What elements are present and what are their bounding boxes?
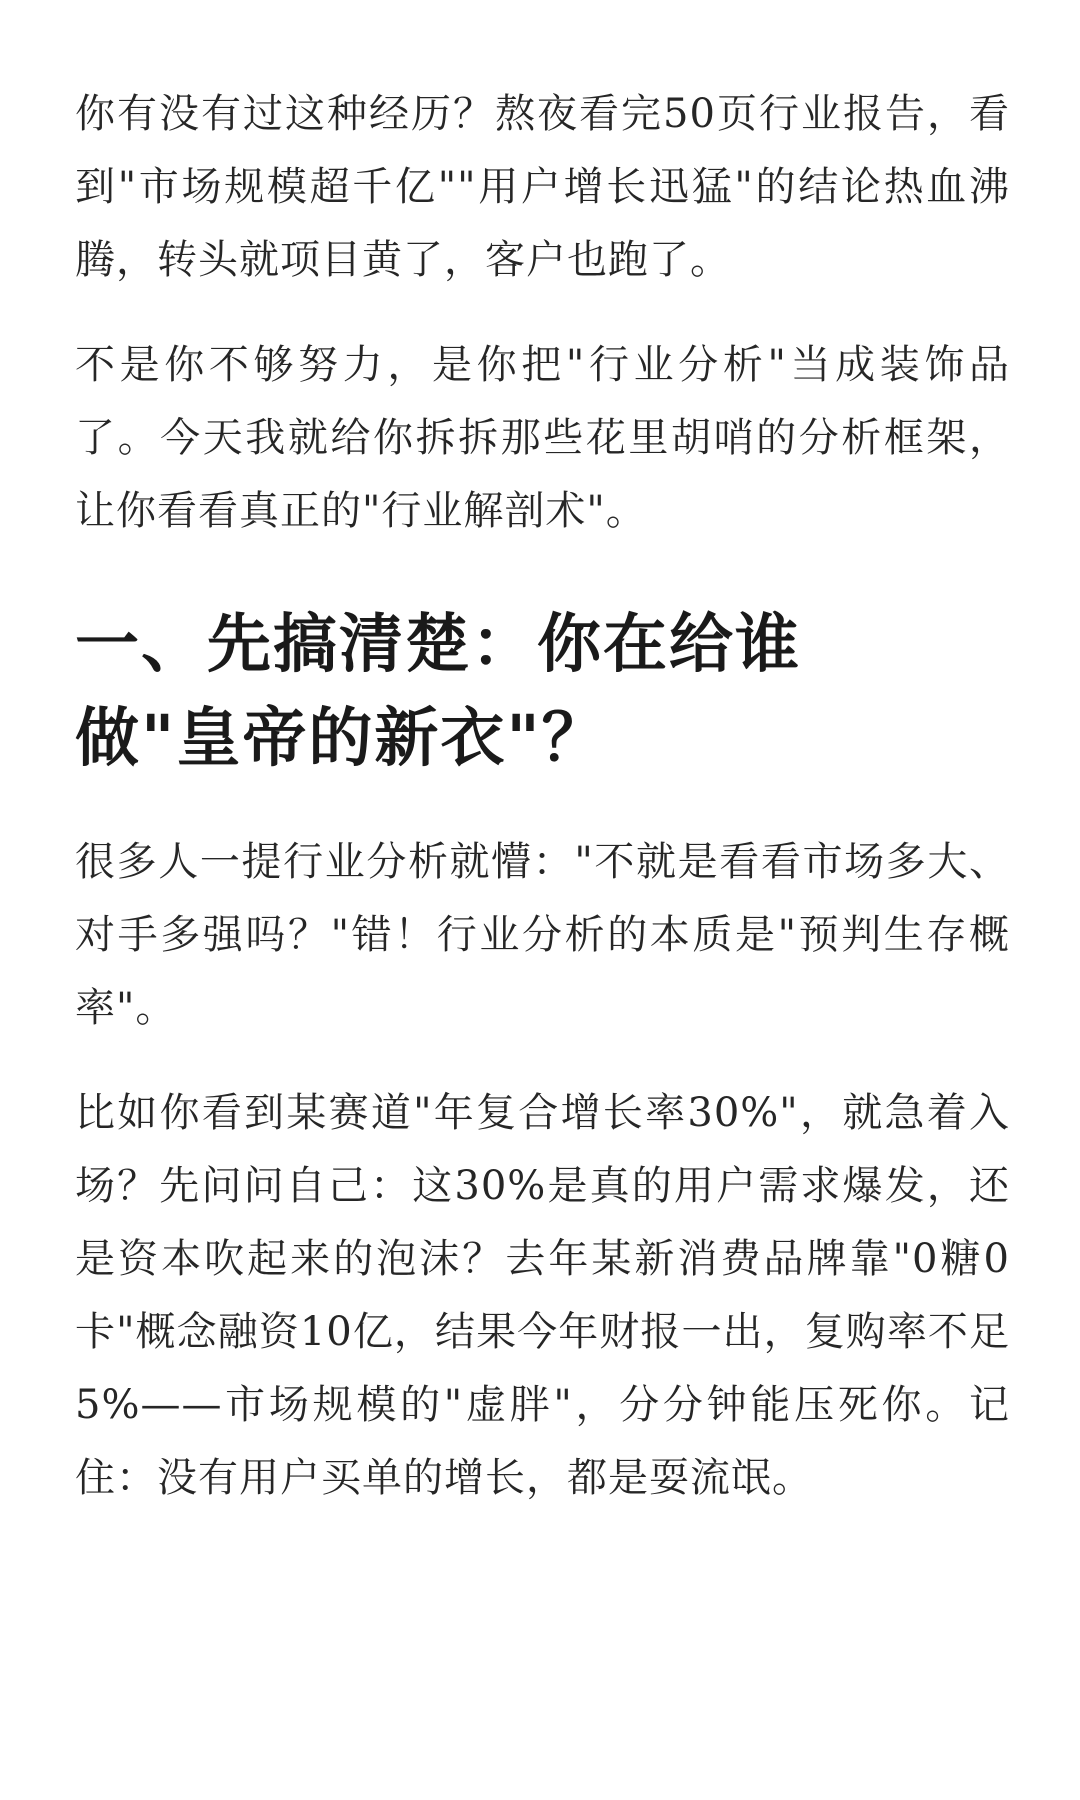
intro-paragraph-1: 你有没有过这种经历？熬夜看完50页行业报告，看到"市场规模超千亿""用户增长迅猛"的结论热血沸腾，转头就项目黄了，客户也跑了。 bbox=[75, 91, 1010, 283]
section-paragraph-2: 比如你看到某赛道"年复合增长率30%"，就急着入场？先问问自己：这30%是真的用户需求爆发，还是资本吹起来的泡沫？去年某新消费品牌靠"0糖0卡"概念融资10亿，结果今年财报一出，复购率不足5%——市场规模的"虚胖"，分分钟能压死你。记住：没有用户买单的增长，都是耍流氓。 bbox=[75, 1090, 1010, 1501]
section-heading: 一、先搞清楚：你在给谁做"皇帝的新衣"？ bbox=[75, 607, 801, 776]
intro-paragraph-2: 不是你不够努力，是你把"行业分析"当成装饰品了。今天我就给你拆拆那些花里胡哨的分析框架，让你看看真正的"行业解剖术"。 bbox=[75, 342, 1010, 534]
article-body bbox=[75, 78, 1010, 1515]
section-paragraph-1: 很多人一提行业分析就懵："不就是看看市场多大、对手多强吗？"错！行业分析的本质是"预判生存概率"。 bbox=[75, 839, 1010, 1031]
